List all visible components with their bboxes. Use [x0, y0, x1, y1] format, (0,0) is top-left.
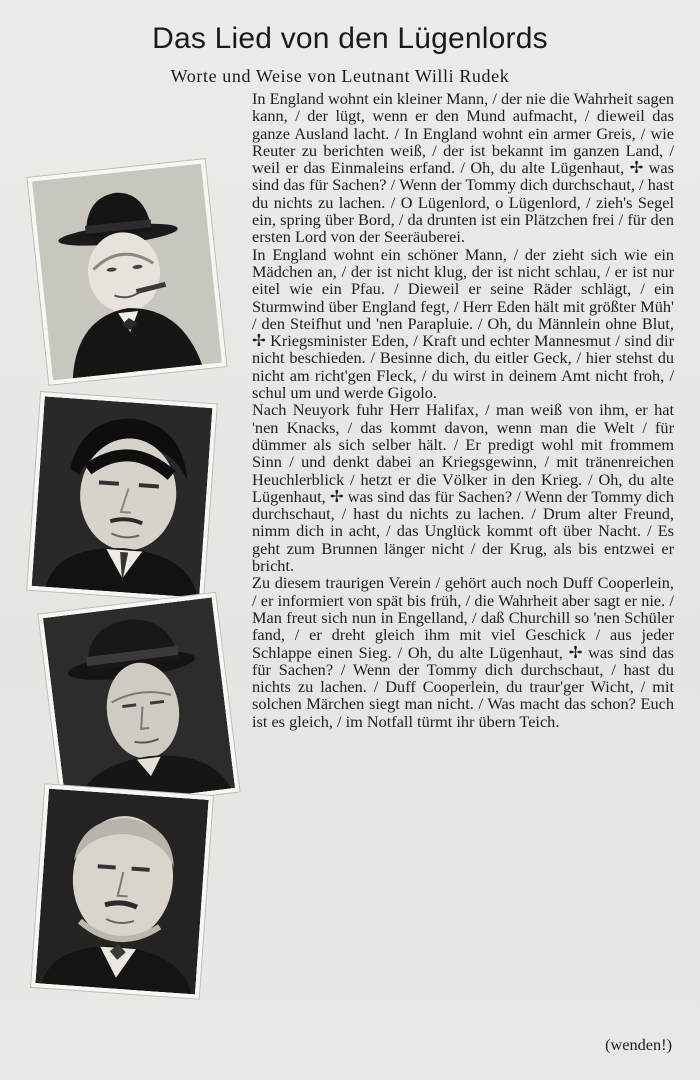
- portrait-image-3: [43, 597, 235, 808]
- verse-1: In England wohnt ein kleiner Mann, / der nie die Wahrheit sagen kann, / der lügt, wenn er den Mund aufmacht, / dieweil das ganze Ausland lacht. / In England wohnt ein armer Greis, / wie Reuter zu berichten weiß, / der ist bekannt im ganzen Land, / weil er das Einmaleins erfand. / Oh, du alte Lügenhaut, ✢ was sind das für Sachen? / Wenn der Tommy dich durchschaut, / hast du nichts zu lachen. / O Lügenlord, o Lügenlord, / zieh's Segel ein, spring über Bord, / da drunten ist ein Plätzchen frei / für den ersten Lord von der Seeräuberei.: [252, 89, 674, 247]
- verse-2: In England wohnt ein schöner Mann, / der zieht sich wie ein Mädchen an, / der ist nicht klug, der ist nicht schlau, / er ist nur eitel wie ein Pfau. / Dieweil er seine Räder schlägt, / ein Sturmwind über England fegt, / Herr Eden hält mit größter Müh' / den Steifhut und 'nen Parapluie. / Oh, du Männlein ohne Blut, ✢ Kriegsminister Eden, / Kraft und echter Mannesmut / sind dir nicht beschieden. / Besinne dich, du eitler Geck, / hier stehst du nicht am richt'gen Fleck, / du wirst in deinem Amt nicht froh, / schul um und werde Gigolo.: [252, 244, 674, 403]
- verse-3: Nach Neuyork fuhr Herr Halifax, / man weiß von ihm, er hat 'nen Knacks, / das kommt davon, wenn man die Welt / für dümmer als sich selber hält. / Er predigt wohl mit frommem Sinn / und denkt dabei an Kriegsgewinn, / mit tränenreichen Heuchlerblick / hetzt er die Völker in den Krieg. / Oh, du alte Lügenhaut, ✢ was sind das für Sachen? / Wenn der Tommy dich durchschaut, / hast du nichts zu lachen. / Drum alter Freund, nimm dich in acht, / das Unglück kommt oft über Nacht. / Es geht zum Brunnen länger nicht / der Krug, als bis entzwei er bricht.: [252, 400, 674, 576]
- portrait-image-2: [32, 396, 213, 597]
- page-title: Das Lied von den Lügenlords: [152, 22, 548, 55]
- subtitle: Worte und Weise von Leutnant Willi Rudek: [170, 66, 510, 86]
- portrait-photo-1: [28, 159, 227, 384]
- turn-over-note: (wenden!): [605, 1035, 672, 1054]
- portrait-image-1: [32, 164, 222, 381]
- portrait-image-4: [35, 789, 208, 995]
- portrait-photo-4: [31, 784, 213, 998]
- portrait-photo-3: [38, 593, 239, 813]
- portrait-photo-2: [27, 392, 216, 602]
- verse-4: Zu diesem traurigen Verein / gehört auch noch Duff Cooperlein, / er informiert von spät bis früh, / die Wahrheit aber sagt er nie. / Man freut sich nun in Engelland, / daß Churchill so 'nen Schüler fand, / er dreht gleich ihm mit viel Geschick / aus jeder Schlappe einen Sieg. / Oh, du alte Lügenhaut, ✢ was sind das für Sachen? / Wenn der Tommy dich durchschaut, / hast du nichts zu lachen. / Duff Cooperlein, du traur'ger Wicht, / mit solchen Märchen siegt man nicht. / Was macht das schon? Euch ist es gleich, / im Notfall türmt ihr übern Teich.: [252, 573, 674, 731]
- song-lyrics: [252, 90, 674, 730]
